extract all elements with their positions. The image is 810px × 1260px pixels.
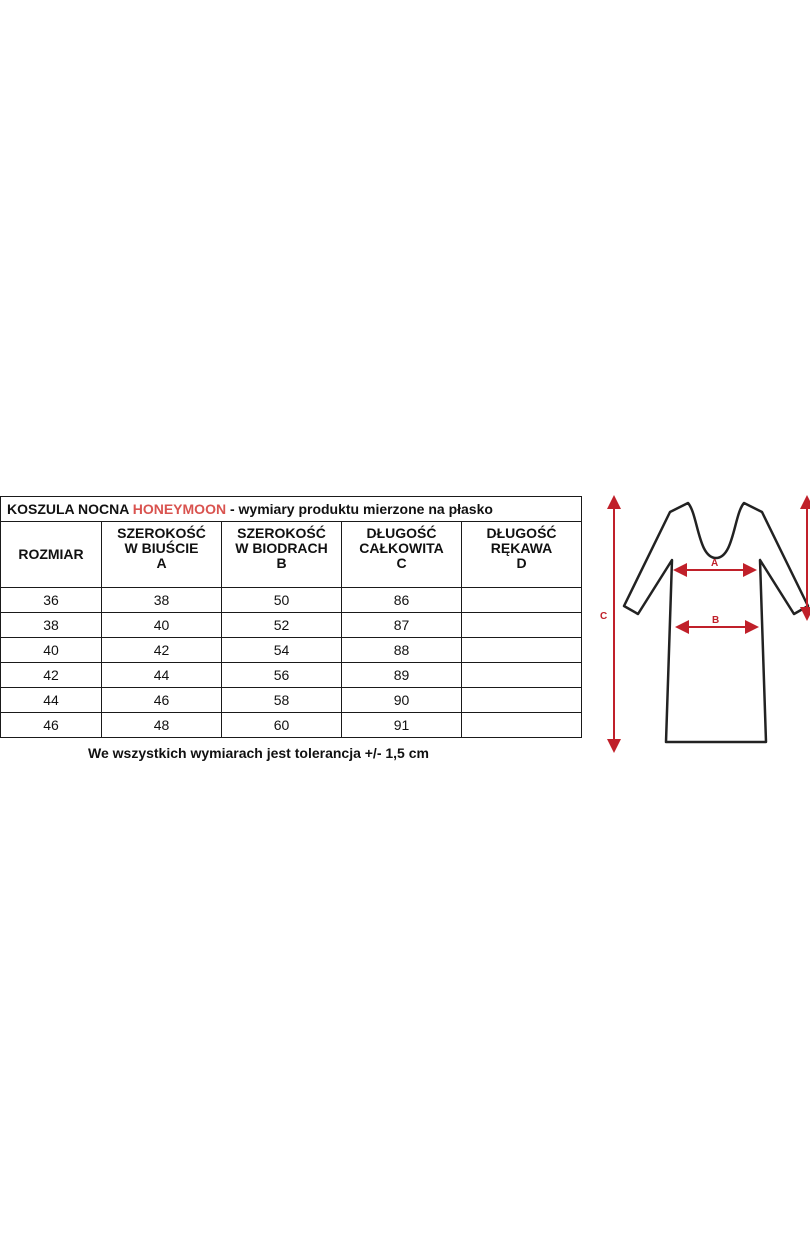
cell-hips: 52 [222,613,342,638]
header-line: W BIODRACH [235,540,328,556]
header-bust-width [102,522,222,588]
cell-length: 90 [342,688,462,713]
header-line: SZEROKOŚĆ [237,525,326,541]
cell-bust: 38 [102,588,222,613]
cell-hips: 60 [222,713,342,738]
header-line: ROZMIAR [18,546,84,562]
header-sleeve-length [462,522,582,588]
cell-bust: 44 [102,663,222,688]
header-line: DŁUGOŚĆ [366,525,437,541]
cell-hips: 54 [222,638,342,663]
cell-size: 40 [1,638,102,663]
table-title-row [1,497,582,522]
title-prefix: KOSZULA NOCNA [7,500,129,517]
cell-size: 42 [1,663,102,688]
cell-sleeve [462,638,582,663]
header-line: DŁUGOŚĆ [486,525,557,541]
cell-size: 36 [1,588,102,613]
cell-length: 89 [342,663,462,688]
header-line: D [516,555,527,571]
cell-sleeve [462,588,582,613]
tolerance-note: We wszystkich wymiarach jest tolerancja +/- 1,5 cm [88,745,429,761]
header-total-length [342,522,462,588]
table-row [1,588,582,613]
header-line: B [276,555,287,571]
header-line: W BIUŚCIE [124,540,199,556]
cell-bust: 46 [102,688,222,713]
label-b: B [712,615,720,626]
cell-size: 44 [1,688,102,713]
cell-bust: 40 [102,613,222,638]
cell-sleeve [462,713,582,738]
table-row [1,663,582,688]
title-suffix: - wymiary produktu mierzone na płasko [229,500,493,517]
table-row [1,638,582,663]
cell-length: 91 [342,713,462,738]
cell-size: 46 [1,713,102,738]
header-rozmiar [1,522,102,588]
header-line: RĘKAWA [490,540,553,556]
cell-length: 88 [342,638,462,663]
header-line: CAŁKOWITA [359,540,444,556]
header-line: C [396,555,407,571]
table-row [1,613,582,638]
cell-hips: 50 [222,588,342,613]
header-line: SZEROKOŚĆ [117,525,206,541]
header-hip-width [222,522,342,588]
cell-sleeve [462,688,582,713]
label-c: C [600,611,608,622]
cell-size: 38 [1,613,102,638]
cell-hips: 56 [222,663,342,688]
table-row [1,713,582,738]
cell-sleeve [462,613,582,638]
cell-hips: 58 [222,688,342,713]
cell-bust: 42 [102,638,222,663]
cell-length: 86 [342,588,462,613]
table-row [1,688,582,713]
header-line: A [156,555,167,571]
cell-sleeve [462,663,582,688]
table-title [1,497,582,522]
table-header-row [1,522,582,588]
cell-length: 87 [342,613,462,638]
size-chart-table [0,496,582,738]
label-a: A [711,558,719,569]
title-brand: HONEYMOON [132,500,227,517]
cell-bust: 48 [102,713,222,738]
dress-measurement-diagram [590,490,810,755]
